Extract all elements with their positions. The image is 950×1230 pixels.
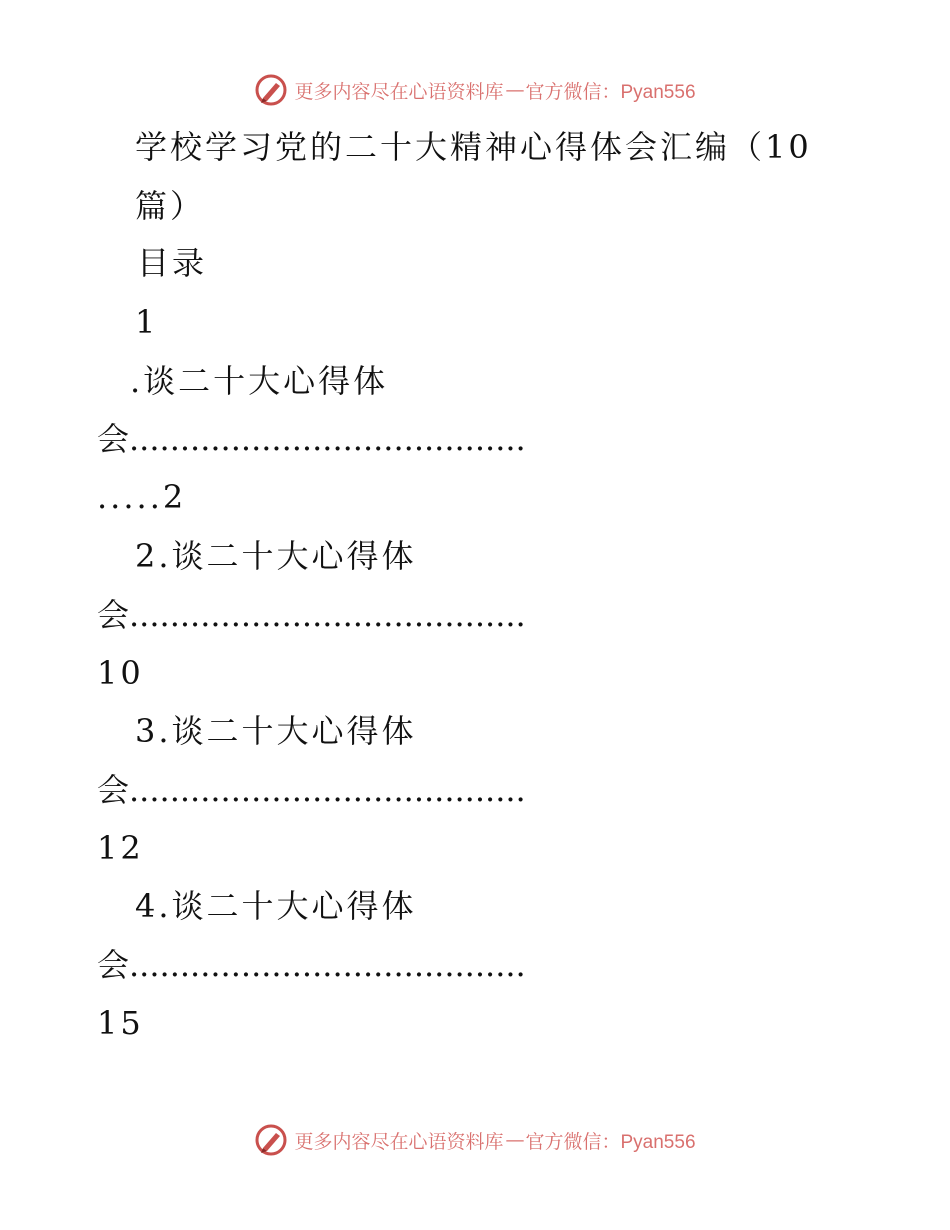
toc-entry-4-title[interactable]: 4.谈二十大心得体 [135, 887, 417, 925]
toc-entry-1-leader: 会....................................... [97, 420, 526, 458]
watermark-separator: — [505, 1129, 524, 1151]
toc-heading: 目录 [137, 244, 208, 282]
toc-entry-3-leader: 会....................................... [97, 771, 526, 809]
watermark-contact-text: 官方微信：Pyan556 [525, 81, 696, 103]
document-title-line-1: 学校学习党的二十大精神心得体会汇编（10 [135, 128, 812, 166]
toc-entry-3-title[interactable]: 3.谈二十大心得体 [135, 712, 417, 750]
toc-entry-1-page: .....2 [97, 478, 187, 516]
toc-entry-2-leader: 会....................................... [97, 596, 526, 634]
header-watermark [0, 70, 950, 110]
toc-entry-4-page: 15 [97, 1004, 144, 1042]
watermark-contact-text: 官方微信：Pyan556 [525, 1131, 696, 1153]
toc-entry-2-title[interactable]: 2.谈二十大心得体 [135, 537, 417, 575]
toc-entry-2-page: 10 [97, 654, 144, 692]
document-title-line-2: 篇） [135, 187, 206, 225]
toc-entry-4-leader: 会....................................... [97, 946, 526, 984]
watermark-separator: — [505, 79, 524, 101]
watermark-site-text: 更多内容尽在心语资料库 [294, 80, 504, 103]
toc-entry-3-page: 12 [97, 829, 144, 867]
pen-logo-icon [254, 73, 288, 107]
footer-watermark [0, 1120, 950, 1160]
toc-entry-1-title[interactable]: .谈二十大心得体 [130, 362, 389, 400]
watermark-site-text: 更多内容尽在心语资料库 [294, 1130, 504, 1153]
toc-entry-1-number: 1 [135, 303, 159, 341]
pen-logo-icon [254, 1123, 288, 1157]
